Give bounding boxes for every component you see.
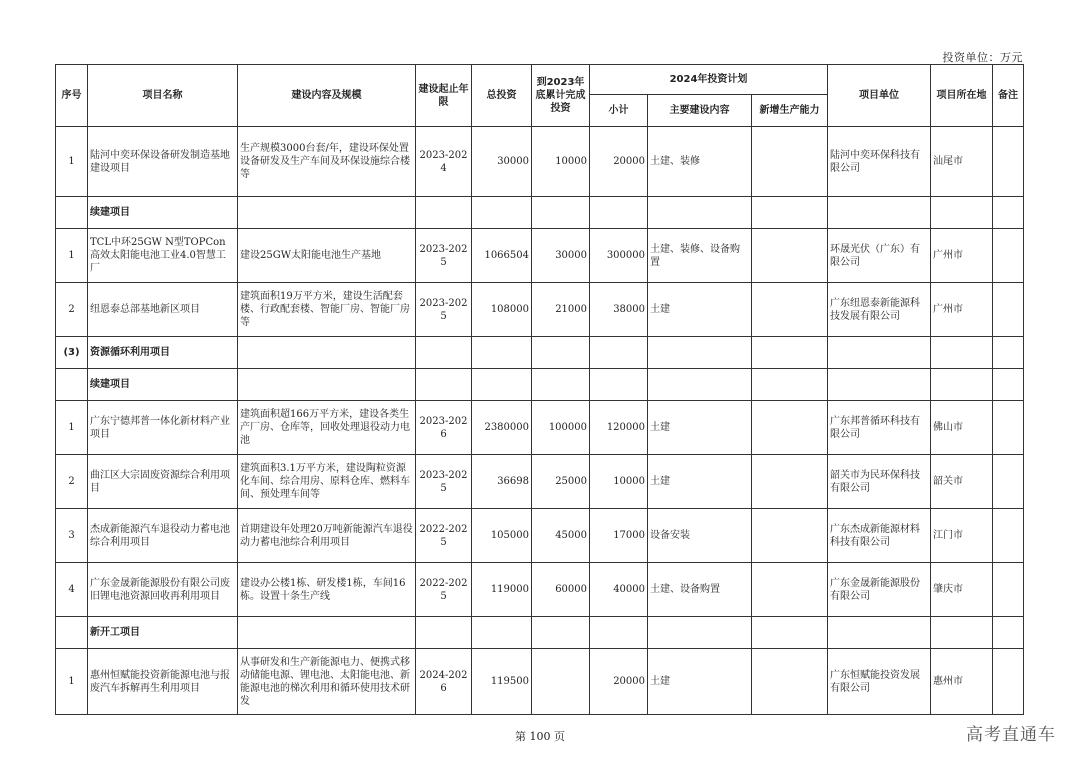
cell-location: 佛山市 — [931, 401, 993, 455]
header-seq: 序号 — [56, 65, 88, 127]
cell-note — [993, 455, 1024, 509]
cell-total: 36698 — [472, 455, 532, 509]
cell-seq — [56, 369, 88, 401]
cell-empty — [590, 617, 648, 649]
cell-name: 惠州恒赋能投资新能源电池与报废汽车拆解再生利用项目 — [88, 649, 238, 715]
cell-empty — [828, 617, 931, 649]
cell-done2023: 10000 — [532, 127, 590, 197]
cell-main-content: 土建 — [648, 649, 752, 715]
cell-seq — [56, 197, 88, 229]
header-subtotal: 小计 — [590, 95, 648, 127]
cell-seq: 4 — [56, 563, 88, 617]
cell-name: 广东宁德邦普一体化新材料产业项目 — [88, 401, 238, 455]
cell-location: 惠州市 — [931, 649, 993, 715]
cell-empty — [828, 369, 931, 401]
cell-done2023: 25000 — [532, 455, 590, 509]
header-location: 项目所在地 — [931, 65, 993, 127]
cell-name: TCL中环25GW N型TOPCon高效太阳能电池工业4.0智慧工厂 — [88, 229, 238, 283]
cell-period: 2024-2026 — [416, 649, 472, 715]
cell-empty — [828, 197, 931, 229]
cell-unit: 环晟光伏（广东）有限公司 — [828, 229, 931, 283]
header-content: 建设内容及规模 — [238, 65, 416, 127]
cell-location: 江门市 — [931, 509, 993, 563]
section-label: 续建项目 — [88, 197, 238, 229]
cell-empty — [590, 369, 648, 401]
cell-done2023 — [532, 649, 590, 715]
header-note: 备注 — [993, 65, 1024, 127]
cell-total: 30000 — [472, 127, 532, 197]
cell-note — [993, 649, 1024, 715]
cell-empty — [931, 197, 993, 229]
cell-location: 肇庆市 — [931, 563, 993, 617]
cell-period: 2023-2025 — [416, 455, 472, 509]
cell-note — [993, 509, 1024, 563]
cell-subtotal: 120000 — [590, 401, 648, 455]
cell-empty — [931, 617, 993, 649]
watermark: 高考直通车 — [966, 725, 1056, 745]
table-row — [56, 401, 1024, 455]
header-main-content: 主要建设内容 — [648, 95, 752, 127]
table-row — [56, 455, 1024, 509]
cell-seq: 2 — [56, 455, 88, 509]
cell-name: 陆河中奕环保设备研发制造基地建设项目 — [88, 127, 238, 197]
cell-empty — [993, 617, 1024, 649]
cell-new-capacity — [752, 509, 828, 563]
cell-note — [993, 401, 1024, 455]
section-label: 资源循环利用项目 — [88, 337, 238, 369]
cell-done2023: 30000 — [532, 229, 590, 283]
cell-empty — [238, 337, 416, 369]
cell-unit: 陆河中奕环保科技有限公司 — [828, 127, 931, 197]
cell-main-content: 土建 — [648, 455, 752, 509]
cell-empty — [416, 197, 472, 229]
header-period: 建设起止年限 — [416, 65, 472, 127]
table-row — [56, 127, 1024, 197]
cell-empty — [472, 369, 532, 401]
cell-new-capacity — [752, 127, 828, 197]
cell-note — [993, 283, 1024, 337]
cell-note — [993, 563, 1024, 617]
cell-content: 建筑面积3.1万平方米，建设陶粒资源化车间、综合用房、原料仓库、燃料车间、预处理车间等 — [238, 455, 416, 509]
cell-period: 2023-2026 — [416, 401, 472, 455]
cell-empty — [648, 617, 752, 649]
section-row — [56, 369, 1024, 401]
cell-empty — [416, 617, 472, 649]
cell-total: 119500 — [472, 649, 532, 715]
cell-empty — [532, 337, 590, 369]
table-row — [56, 649, 1024, 715]
cell-seq: 1 — [56, 229, 88, 283]
header-total: 总投资 — [472, 65, 532, 127]
cell-location: 汕尾市 — [931, 127, 993, 197]
section-label: 新开工项目 — [88, 617, 238, 649]
cell-main-content: 设备安装 — [648, 509, 752, 563]
cell-unit: 广东纽恩泰新能源科技发展有限公司 — [828, 283, 931, 337]
cell-empty — [648, 197, 752, 229]
cell-location: 广州市 — [931, 229, 993, 283]
cell-seq: 1 — [56, 401, 88, 455]
cell-empty — [238, 369, 416, 401]
cell-empty — [752, 617, 828, 649]
cell-period: 2022-2025 — [416, 509, 472, 563]
cell-empty — [993, 337, 1024, 369]
table-row — [56, 563, 1024, 617]
cell-done2023: 45000 — [532, 509, 590, 563]
cell-name: 杰成新能源汽车退役动力蓄电池综合利用项目 — [88, 509, 238, 563]
cell-note — [993, 127, 1024, 197]
cell-main-content: 土建 — [648, 283, 752, 337]
cell-main-content: 土建 — [648, 401, 752, 455]
cell-new-capacity — [752, 455, 828, 509]
cell-location: 韶关市 — [931, 455, 993, 509]
cell-new-capacity — [752, 229, 828, 283]
cell-empty — [752, 197, 828, 229]
cell-empty — [532, 369, 590, 401]
cell-empty — [532, 197, 590, 229]
table-row — [56, 283, 1024, 337]
table-row — [56, 229, 1024, 283]
header-name: 项目名称 — [88, 65, 238, 127]
cell-unit: 广东恒赋能投资发展有限公司 — [828, 649, 931, 715]
header-unit: 项目单位 — [828, 65, 931, 127]
cell-empty — [590, 337, 648, 369]
cell-main-content: 土建、装修 — [648, 127, 752, 197]
cell-content: 建设25GW太阳能电池生产基地 — [238, 229, 416, 283]
cell-empty — [532, 617, 590, 649]
cell-main-content: 土建、设备购置 — [648, 563, 752, 617]
table-row — [56, 509, 1024, 563]
cell-name: 广东金晟新能源股份有限公司废旧锂电池资源回收再利用项目 — [88, 563, 238, 617]
cell-subtotal: 40000 — [590, 563, 648, 617]
cell-content: 建设办公楼1栋、研发楼1栋，车间16栋。设置十条生产线 — [238, 563, 416, 617]
cell-note — [993, 229, 1024, 283]
cell-new-capacity — [752, 401, 828, 455]
cell-total: 119000 — [472, 563, 532, 617]
section-row — [56, 617, 1024, 649]
cell-new-capacity — [752, 649, 828, 715]
cell-seq: 3 — [56, 509, 88, 563]
cell-done2023: 21000 — [532, 283, 590, 337]
cell-period: 2023-2025 — [416, 283, 472, 337]
section-row — [56, 337, 1024, 369]
cell-seq: (3) — [56, 337, 88, 369]
cell-subtotal: 10000 — [590, 455, 648, 509]
cell-new-capacity — [752, 563, 828, 617]
cell-done2023: 60000 — [532, 563, 590, 617]
section-label: 续建项目 — [88, 369, 238, 401]
cell-empty — [931, 369, 993, 401]
header-plan2024: 2024年投资计划 — [590, 65, 828, 95]
cell-unit: 广东金晟新能源股份有限公司 — [828, 563, 931, 617]
cell-empty — [472, 617, 532, 649]
cell-content: 建筑面积19万平方米，建设生活配套楼、行政配套楼、智能厂房、智能厂房等 — [238, 283, 416, 337]
cell-subtotal: 20000 — [590, 649, 648, 715]
unit-note: 投资单位：万元 — [942, 51, 1023, 64]
cell-content: 生产规模3000台套/年，建设环保处置设备研发及生产车间及环保设施综合楼等 — [238, 127, 416, 197]
page-number: 第 100 页 — [515, 730, 565, 743]
cell-empty — [238, 197, 416, 229]
cell-empty — [416, 369, 472, 401]
cell-subtotal: 300000 — [590, 229, 648, 283]
cell-empty — [648, 369, 752, 401]
cell-name: 纽恩泰总部基地新区项目 — [88, 283, 238, 337]
cell-name: 曲江区大宗固废资源综合利用项目 — [88, 455, 238, 509]
cell-empty — [472, 337, 532, 369]
cell-empty — [752, 337, 828, 369]
cell-empty — [590, 197, 648, 229]
cell-location: 广州市 — [931, 283, 993, 337]
cell-subtotal: 20000 — [590, 127, 648, 197]
cell-done2023: 100000 — [532, 401, 590, 455]
cell-period: 2023-2024 — [416, 127, 472, 197]
cell-empty — [993, 197, 1024, 229]
cell-period: 2022-2025 — [416, 563, 472, 617]
cell-seq: 1 — [56, 649, 88, 715]
cell-total: 105000 — [472, 509, 532, 563]
section-row — [56, 197, 1024, 229]
cell-seq: 1 — [56, 127, 88, 197]
cell-empty — [238, 617, 416, 649]
cell-empty — [993, 369, 1024, 401]
cell-empty — [416, 337, 472, 369]
cell-unit: 韶关市为民环保科技有限公司 — [828, 455, 931, 509]
cell-seq: 2 — [56, 283, 88, 337]
header-done2023: 到2023年底累计完成投资 — [532, 65, 590, 127]
cell-empty — [648, 337, 752, 369]
cell-content: 首期建设年处理20万吨新能源汽车退役动力蓄电池综合利用项目 — [238, 509, 416, 563]
investment-table — [55, 64, 1024, 715]
cell-empty — [472, 197, 532, 229]
cell-period: 2023-2025 — [416, 229, 472, 283]
cell-subtotal: 17000 — [590, 509, 648, 563]
cell-subtotal: 38000 — [590, 283, 648, 337]
cell-empty — [931, 337, 993, 369]
cell-total: 108000 — [472, 283, 532, 337]
cell-new-capacity — [752, 283, 828, 337]
cell-content: 建筑面积超166万平方米，建设各类生产厂房、仓库等，回收处理退役动力电池 — [238, 401, 416, 455]
cell-total: 2380000 — [472, 401, 532, 455]
cell-empty — [752, 369, 828, 401]
cell-content: 从事研发和生产新能源电力、便携式移动储能电源、锂电池、太阳能电池、新能源电池的梯次利用和循环使用技术研发 — [238, 649, 416, 715]
cell-seq — [56, 617, 88, 649]
header-new-capacity: 新增生产能力 — [752, 95, 828, 127]
cell-total: 1066504 — [472, 229, 532, 283]
cell-empty — [828, 337, 931, 369]
cell-unit: 广东邦普循环科技有限公司 — [828, 401, 931, 455]
cell-unit: 广东杰成新能源材料科技有限公司 — [828, 509, 931, 563]
cell-main-content: 土建、装修、设备购置 — [648, 229, 752, 283]
